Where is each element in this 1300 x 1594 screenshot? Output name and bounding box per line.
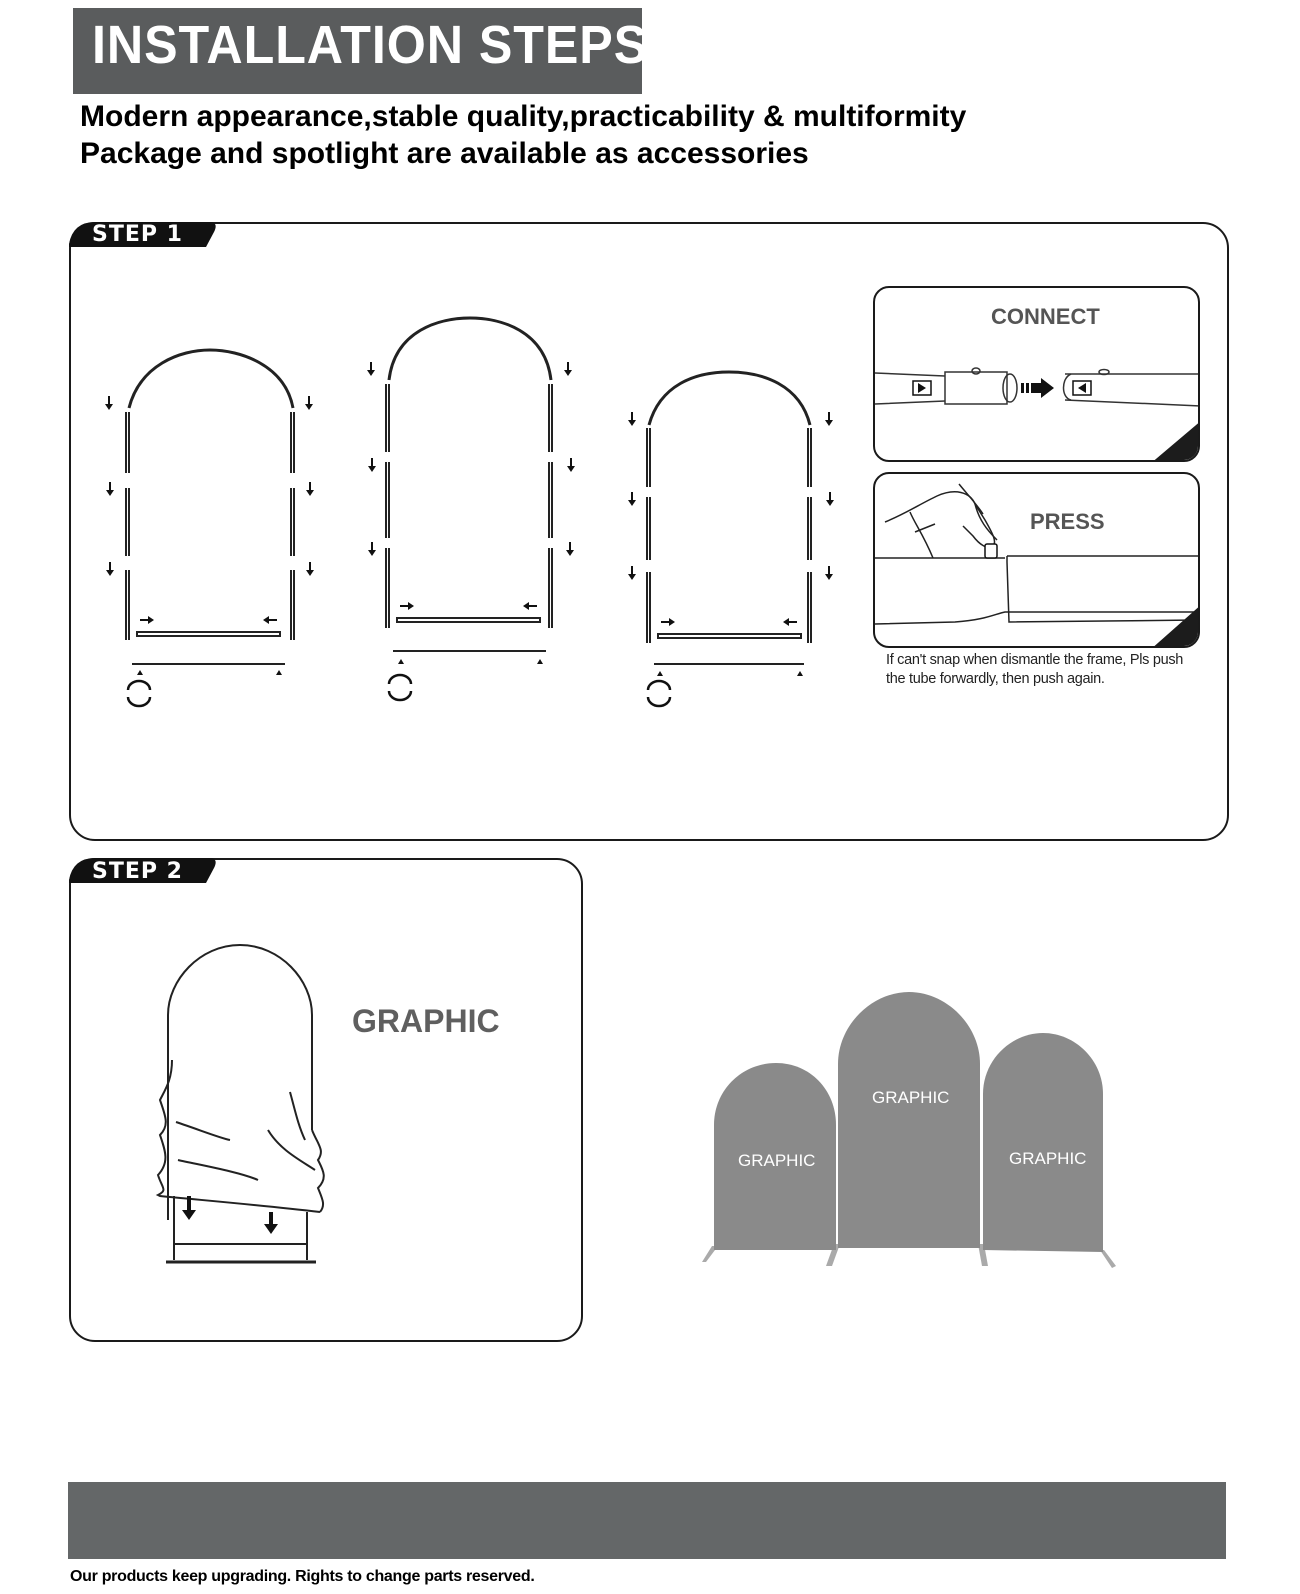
arch-label-center: GRAPHIC [872,1088,950,1107]
footer-bar [68,1482,1226,1559]
step2-panel [69,858,583,1342]
step2-tab-label: STEP 2 [92,859,183,884]
connect-callout [873,286,1200,462]
press-button-illustration [875,474,1200,648]
subtitle-line-1: Modern appearance,stable quality,practicability & multiformity [80,100,967,133]
dismantle-note: If can't snap when dismantle the frame, Pls push the tube forwardly, then push again. [886,652,1184,687]
press-label: PRESS [1030,509,1105,534]
connect-label: CONNECT [991,304,1100,329]
subtitle-line-2: Package and spotlight are available as accessories [80,137,809,170]
arch-label-right: GRAPHIC [1009,1149,1087,1168]
step1-tab-label: STEP 1 [92,222,183,247]
footer-disclaimer: Our products keep upgrading. Rights to change parts reserved. [70,1568,535,1585]
tall-arch-center [838,992,980,1248]
arch-label-left: GRAPHIC [738,1151,816,1170]
press-callout [873,472,1200,648]
medium-arch-right [983,1033,1103,1252]
page-title: INSTALLATION STEPS [92,15,649,75]
arch-backdrop-set [0,0,1,1]
graphic-label: GRAPHIC [352,1003,500,1039]
